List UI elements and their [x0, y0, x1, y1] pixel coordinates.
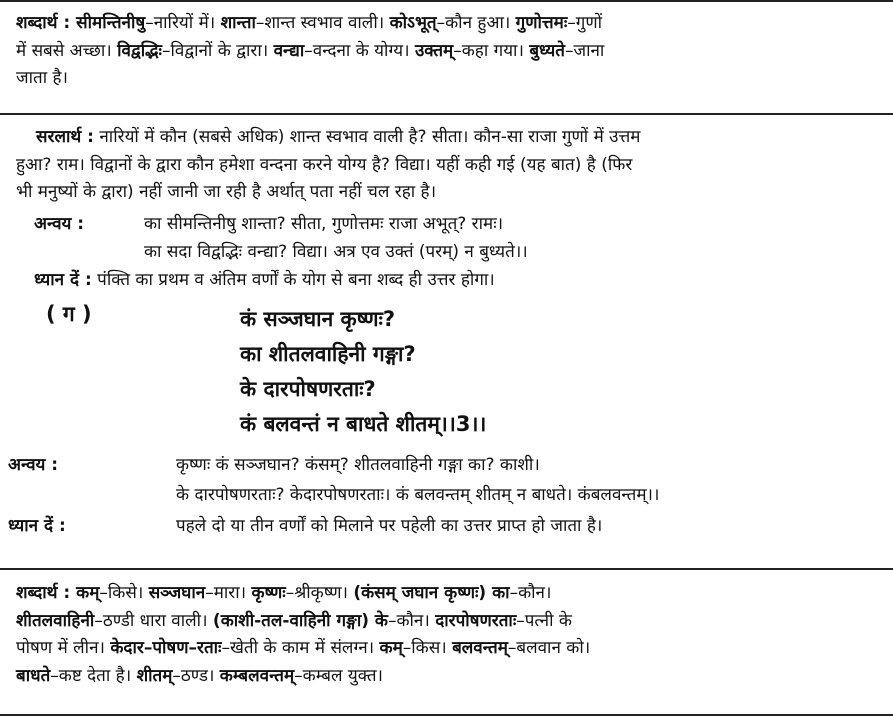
glossary-term: सञ्जघान	[148, 583, 206, 603]
glossary-meaning: –ठण्डी धारा वाली।	[94, 610, 213, 631]
glossary-meaning: –श्रीकृष्ण।	[285, 583, 354, 603]
anvay2-line-1: कृष्णः कं सञ्जघान? कंसम्? शीतलवाहिनी गङ्गा का? काशी।	[176, 455, 540, 475]
glossary-term: कम्बलवन्तम्	[219, 665, 295, 686]
section1-line-1	[16, 10, 880, 38]
glossary-meaning: –पत्नी के	[516, 610, 572, 631]
glossary-term: विद्वद्भिः	[117, 40, 162, 61]
glossary-meaning: –वन्दना के योग्य।	[304, 40, 415, 61]
verse-line-2: का शीतलवाहिनी गङ्गा?	[240, 342, 416, 366]
anvay-label: अन्वय :	[34, 214, 85, 234]
section3-line-2	[16, 608, 880, 636]
dhyan2-label: ध्यान दें :	[8, 516, 66, 536]
glossary-term: शान्ता	[220, 13, 256, 33]
dhyan2-text: पहले दो या तीन वर्णों को मिलाने पर पहेली का उत्तर प्राप्त हो जाता है।	[176, 516, 603, 536]
glossary-meaning: –जाना	[564, 40, 605, 61]
glossary-meaning: –कौन हुआ।	[436, 13, 516, 33]
glossary-term: शीतलवाहिनी	[16, 610, 95, 631]
glossary-meaning: –किस।	[402, 638, 453, 658]
divider-1	[0, 113, 893, 115]
section3-line-3	[16, 635, 880, 663]
glossary-term: गुणोत्तमः	[515, 13, 568, 33]
glossary-term: शीतम्	[136, 665, 173, 686]
glossary-meaning: –कौन।	[387, 610, 436, 631]
glossary-meaning: –कष्ट देता है।	[50, 665, 137, 686]
glossary-term: बुध्यते	[529, 40, 565, 61]
saralarth-line-3: भी मनुष्यों के द्वारा) नहीं जानी जा रही है अर्थात् पता नहीं चल रहा है।	[16, 182, 437, 202]
glossary-term: शब्दार्थ : कम्	[16, 583, 100, 603]
glossary-meaning: –मारा।	[205, 583, 252, 603]
verse-line-3: के दारपोषणरताः?	[240, 377, 376, 401]
glossary-meaning: –कौन।	[509, 583, 552, 603]
bottom-border	[0, 714, 893, 716]
glossary-meaning: –गुणों	[567, 13, 603, 33]
glossary-meaning: –खेती के काम में संलग्न।	[221, 638, 380, 658]
saralarth-line-2: हुआ? राम। विद्वानों के द्वारा कौन हमेशा वन्दना करने योग्य है? विद्या। यहीं कही गई (यह बात) है (फिर	[16, 154, 633, 175]
glossary-meaning: –शान्त स्वभाव वाली।	[255, 13, 390, 33]
glossary-meaning: –किसे।	[99, 583, 149, 603]
section3-line-4	[16, 663, 880, 691]
part-label: ( ग )	[46, 302, 92, 326]
anvay-line-2: का सदा विद्वद्भिः वन्द्या? विद्या। अत्र एव उक्तं (परम्) न बुध्यते।।	[144, 242, 528, 262]
glossary-term: बाधते	[16, 665, 51, 686]
glossary-section-2	[16, 580, 880, 690]
glossary-meaning: में सबसे अच्छा।	[16, 40, 118, 61]
glossary-meaning: पोषण में लीन।	[16, 638, 111, 658]
verse-line-4: कं बलवन्तं न बाधते शीतम्।।3।।	[240, 412, 487, 436]
glossary-term: बलवन्तम्	[452, 638, 508, 658]
glossary-term: उक्तम्	[414, 40, 454, 61]
glossary-meaning: –कहा गया।	[453, 40, 530, 61]
glossary-term: कृष्णः	[251, 583, 286, 603]
section3-line-1	[16, 580, 880, 608]
saralarth-label: सरलार्थ :	[36, 127, 94, 147]
saralarth-paragraph	[16, 124, 880, 207]
glossary-meaning: –विद्वानों के द्वारा।	[161, 40, 274, 61]
anvay2-line-2: के दारपोषणरताः? केदारपोषणरताः। कं बलवन्तम् शीतम् न बाधते। कंबलवन्तम्।।	[176, 485, 660, 505]
glossary-meaning: –बलवान को।	[507, 638, 591, 658]
anvay-line-1: का सीमन्तिनीषु शान्ता? सीता, गुणोत्तमः राजा अभूत्? रामः।	[144, 214, 504, 234]
anvay2-label: अन्वय :	[8, 455, 59, 475]
saralarth-line-1: सरलार्थ : नारियों में कौन (सबसे अधिक) शान्त स्वभाव वाली है? सीता। कौन-सा राजा गुणों में उत्तम	[36, 127, 641, 147]
glossary-term: शब्दार्थ : सीमन्तिनीषु	[16, 13, 146, 33]
glossary-meaning: जाता है।	[16, 68, 68, 88]
glossary-term: कम्	[379, 638, 403, 658]
glossary-meaning: –ठण्ड।	[172, 665, 220, 686]
glossary-term: केदार–पोषण–रताः	[110, 638, 222, 658]
glossary-meaning: –कम्बल युक्त।	[294, 665, 383, 686]
glossary-term: (काशी-तल-वाहिनी गङ्गा) के	[212, 610, 388, 631]
glossary-term: वन्द्या	[273, 40, 305, 61]
verse-line-1: कं सञ्जघान कृष्णः?	[240, 307, 396, 331]
section1-line-2	[16, 38, 880, 66]
divider-2	[0, 568, 893, 570]
section1-line-3	[16, 65, 880, 93]
glossary-term: (कंसम् जघान कृष्णः) का	[353, 583, 510, 603]
dhyan-line: ध्यान दें : पंक्ति का प्रथम व अंतिम वर्णों के योग से बना शब्द ही उत्तर होगा।	[34, 270, 495, 290]
glossary-section-1	[16, 10, 880, 93]
glossary-meaning: –नारियों में।	[145, 13, 221, 33]
glossary-term: कोऽभूत्	[389, 13, 437, 33]
top-border	[0, 0, 893, 2]
dhyan-label: ध्यान दें :	[34, 270, 92, 290]
glossary-term: दारपोषणरताः	[435, 610, 517, 631]
